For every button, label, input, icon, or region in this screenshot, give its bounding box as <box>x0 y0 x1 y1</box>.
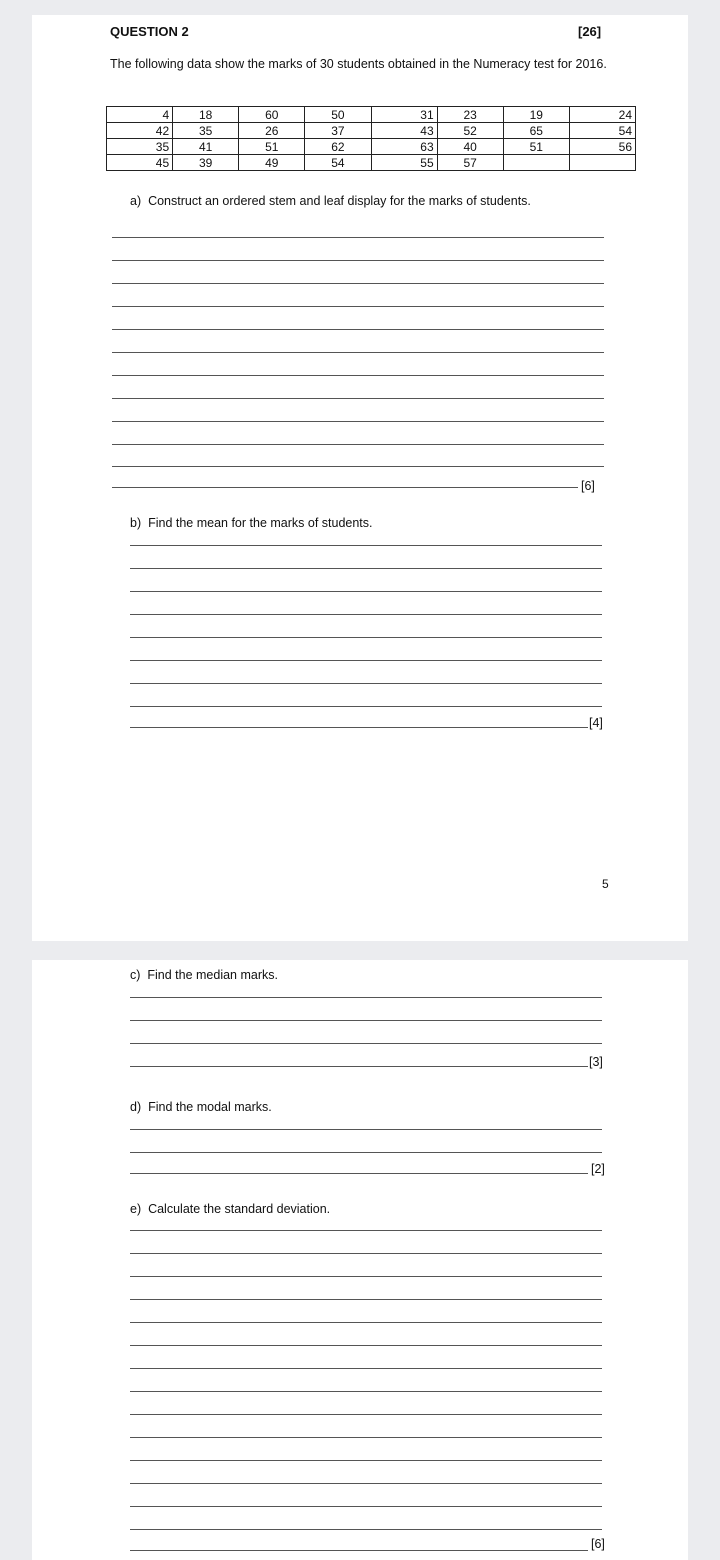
table-row <box>107 139 636 155</box>
answer-line <box>112 283 604 284</box>
answer-line <box>130 1414 602 1415</box>
part-b-marks: [4] <box>589 716 603 730</box>
table-cell: 35 <box>173 123 239 139</box>
table-cell: 31 <box>371 107 437 123</box>
answer-line <box>130 1460 602 1461</box>
table-cell: 51 <box>503 139 569 155</box>
answer-line <box>130 568 602 569</box>
marks-data-table <box>106 106 636 171</box>
answer-line <box>112 444 604 445</box>
answer-line <box>130 706 602 707</box>
part-e-marks: [6] <box>591 1537 605 1551</box>
part-b-final-answer-line <box>130 727 588 728</box>
exam-page-1 <box>32 15 688 941</box>
exam-page-2 <box>32 960 688 1560</box>
part-c-marks: [3] <box>589 1055 603 1069</box>
answer-line <box>112 329 604 330</box>
part-c-question <box>130 968 278 982</box>
part-d-final-answer-line <box>130 1173 588 1174</box>
part-e-label: e) <box>130 1202 142 1216</box>
answer-line <box>112 306 604 307</box>
table-cell: 26 <box>239 123 305 139</box>
part-b-label: b) <box>130 516 142 530</box>
table-cell <box>503 155 569 171</box>
question-intro: The following data show the marks of 30 students obtained in the Numeracy test for 2016. <box>110 57 607 71</box>
table-row <box>107 123 636 139</box>
table-cell: 23 <box>437 107 503 123</box>
answer-line <box>130 1437 602 1438</box>
table-cell: 19 <box>503 107 569 123</box>
table-cell: 54 <box>569 123 635 139</box>
table-cell: 35 <box>107 139 173 155</box>
part-c-label: c) <box>130 968 141 982</box>
table-cell: 52 <box>437 123 503 139</box>
table-cell: 4 <box>107 107 173 123</box>
part-d-label: d) <box>130 1100 142 1114</box>
question-total-marks: [26] <box>578 24 602 39</box>
table-cell: 57 <box>437 155 503 171</box>
answer-line <box>112 398 604 399</box>
part-d-marks: [2] <box>591 1162 605 1176</box>
part-b-question <box>130 516 373 530</box>
answer-line <box>130 1483 602 1484</box>
answer-line <box>130 1345 602 1346</box>
table-cell: 49 <box>239 155 305 171</box>
part-b-text: Find the mean for the marks of students. <box>148 516 373 530</box>
page-number: 5 <box>602 877 609 891</box>
answer-line <box>130 1129 602 1130</box>
answer-line <box>130 1152 602 1153</box>
table-cell: 42 <box>107 123 173 139</box>
table-cell: 18 <box>173 107 239 123</box>
table-row <box>107 107 636 123</box>
answer-line <box>130 660 602 661</box>
answer-line <box>130 1253 602 1254</box>
answer-line <box>130 997 602 998</box>
answer-line <box>130 1299 602 1300</box>
answer-line <box>112 352 604 353</box>
table-cell: 55 <box>371 155 437 171</box>
part-a-question <box>130 194 531 208</box>
part-a-marks: [6] <box>581 479 595 493</box>
part-a-text: Construct an ordered stem and leaf display for the marks of students. <box>148 194 531 208</box>
table-cell: 60 <box>239 107 305 123</box>
answer-line <box>130 614 602 615</box>
table-cell: 50 <box>305 107 371 123</box>
table-cell: 65 <box>503 123 569 139</box>
answer-line <box>112 375 604 376</box>
answer-line <box>130 591 602 592</box>
part-e-text: Calculate the standard deviation. <box>148 1202 331 1216</box>
table-cell: 63 <box>371 139 437 155</box>
table-cell: 24 <box>569 107 635 123</box>
part-c-final-answer-line <box>130 1066 588 1067</box>
answer-line <box>130 637 602 638</box>
answer-line <box>130 1020 602 1021</box>
table-row <box>107 155 636 171</box>
answer-line <box>130 1043 602 1044</box>
table-cell: 41 <box>173 139 239 155</box>
table-cell: 43 <box>371 123 437 139</box>
table-cell: 56 <box>569 139 635 155</box>
table-cell: 37 <box>305 123 371 139</box>
table-cell: 62 <box>305 139 371 155</box>
table-cell: 54 <box>305 155 371 171</box>
answer-line <box>130 1391 602 1392</box>
answer-line <box>130 1506 602 1507</box>
part-e-question <box>130 1202 330 1216</box>
answer-line <box>112 466 604 467</box>
answer-line <box>130 1322 602 1323</box>
answer-line <box>130 1529 602 1530</box>
answer-line <box>130 545 602 546</box>
answer-line <box>112 421 604 422</box>
table-cell: 45 <box>107 155 173 171</box>
part-d-question <box>130 1100 272 1114</box>
answer-line <box>130 1368 602 1369</box>
answer-line <box>112 260 604 261</box>
table-cell: 39 <box>173 155 239 171</box>
answer-line <box>130 1276 602 1277</box>
part-a-final-answer-line <box>112 487 578 488</box>
part-d-text: Find the modal marks. <box>148 1100 272 1114</box>
table-cell <box>569 155 635 171</box>
table-cell: 51 <box>239 139 305 155</box>
answer-line <box>130 1230 602 1231</box>
answer-line <box>130 683 602 684</box>
question-title: QUESTION 2 <box>110 24 189 39</box>
part-a-label: a) <box>130 194 142 208</box>
table-cell: 40 <box>437 139 503 155</box>
part-c-text: Find the median marks. <box>147 968 278 982</box>
part-e-final-answer-line <box>130 1550 588 1551</box>
answer-line <box>112 237 604 238</box>
